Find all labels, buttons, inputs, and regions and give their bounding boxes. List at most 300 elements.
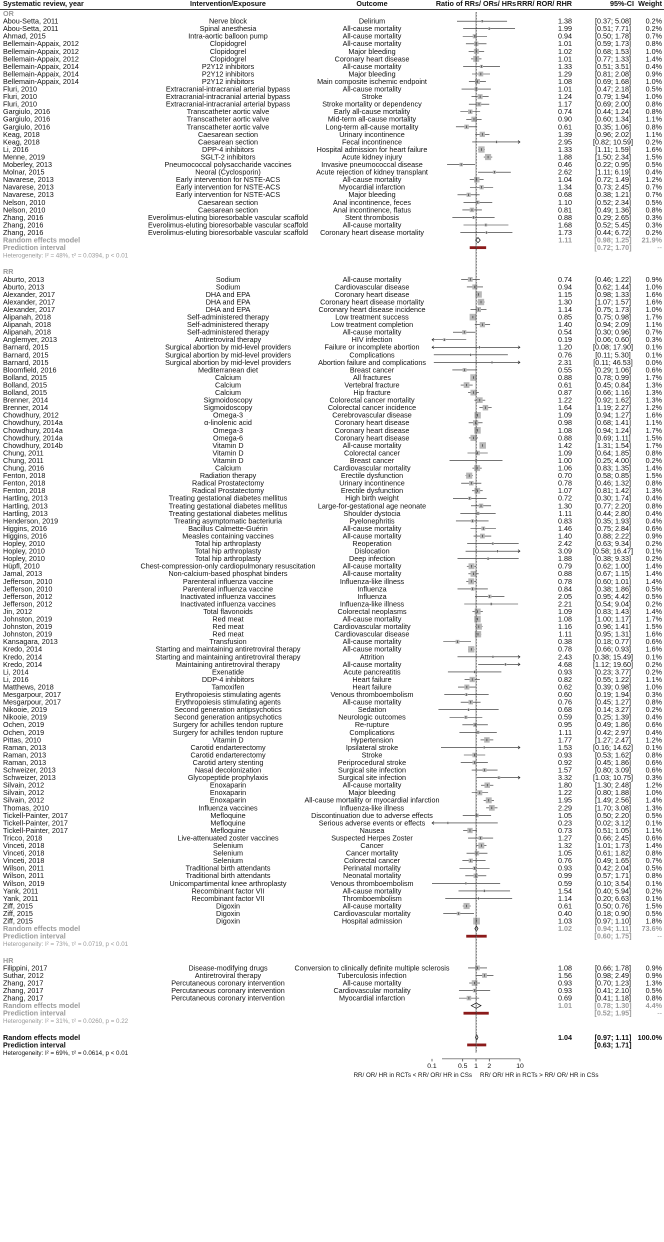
row-rr-12-ci: [0.29; 1.06] (595, 365, 631, 375)
row-rr-58-intervention: Second generation antipsychotics (174, 712, 282, 722)
row-rr-72-weight: 0.1% (645, 818, 662, 828)
row-rr-51-outcome: All-cause mortality (342, 659, 402, 669)
row-hr-3-ratio: 0.93 (558, 985, 572, 995)
row-rr-44-weight: 1.4% (645, 606, 662, 616)
row-or-8-study: Bellemain-Appaix, 2014 (3, 76, 79, 86)
row-rr-76-study: Vinceti, 2018 (3, 848, 45, 858)
row-rr-28-ci: [0.81; 1.42] (595, 486, 631, 496)
row-rr-22-weight: 1.7% (645, 440, 662, 450)
row-rr-30-study: Hartling, 2013 (3, 501, 48, 511)
row-rr-33-intervention: Bacillus Calmette-Guérin (188, 523, 268, 533)
row-or-13-ratio: 0.90 (558, 114, 572, 124)
row-or-6-outcome: All-cause mortality (342, 61, 402, 71)
row-rr-25-weight: 1.4% (645, 463, 662, 473)
row-or-26-outcome: Stent thrombosis (345, 212, 399, 222)
row-or-1-ratio: 1.99 (558, 24, 572, 34)
row-rr-27-study: Fenton, 2018 (3, 478, 46, 488)
row-or-18-ci: [1.50; 2.34] (595, 152, 631, 162)
row-or-25-intervention: Caesarean section (198, 205, 258, 215)
row-or-22-weight: 0.7% (645, 182, 662, 192)
row-rr-27-weight: 0.8% (645, 478, 662, 488)
row-rr-53-weight: 1.1% (645, 674, 662, 684)
row-rr-41-outcome: Influenza (357, 584, 387, 594)
row-or-9-ratio: 1.01 (558, 84, 572, 94)
row-or-28-outcome: Coronary heart disease mortality (320, 227, 424, 237)
row-rr-49-ratio: 0.78 (558, 644, 572, 654)
row-rr-64-intervention: Carotid artery stenting (192, 757, 264, 767)
row-or-15-intervention: Caesarean section (198, 129, 258, 139)
row-rr-72-ratio: 0.23 (558, 818, 572, 828)
row-rr-59-intervention: Surgery for achilles tendon rupture (172, 720, 284, 730)
row-rr-34-intervention: Measles containing vaccines (182, 531, 274, 541)
row-rr-24-outcome: Breast cancer (349, 455, 395, 465)
row-rr-49-study: Kredo, 2014 (3, 644, 43, 654)
row-or-24-weight: 0.5% (645, 197, 662, 207)
row-rr-10-ci: [0.11; 5.30] (595, 350, 631, 360)
row-rr-48-study: Kansagara, 2013 (3, 637, 58, 647)
row-rr-21-weight: 1.5% (645, 433, 662, 443)
row-rr-69-weight: 1.4% (645, 795, 662, 805)
row-rr-79-study: Wilson, 2011 (3, 871, 45, 881)
row-rr-17-study: Brenner, 2014 (3, 403, 49, 413)
row-rr-29-ratio: 0.72 (558, 493, 572, 503)
row-rr-57-ratio: 0.68 (558, 705, 572, 715)
row-rr-3-ci: [1.07; 1.57] (595, 297, 631, 307)
row-rr-59-study: Ochen, 2019 (3, 720, 45, 730)
row-rr-63-ci: [0.53; 1.62] (595, 750, 631, 760)
row-rr-73-outcome: Nausea (359, 825, 385, 835)
row-hr-2-study: Zhang, 2017 (3, 978, 44, 988)
row-hr-3-outcome: Cardiovascular mortality (333, 985, 411, 995)
row-or-24-outcome: Anal incontinence, feces (333, 197, 411, 207)
row-rr-37-study: Hopley, 2010 (3, 554, 45, 564)
row-rr-8-study: Anglemyer, 2013 (3, 335, 57, 345)
row-rr-13-ratio: 0.88 (558, 372, 572, 382)
row-rr-79-intervention: Traditional birth attendants (185, 871, 271, 881)
row-rr-30-ratio: 1.30 (558, 501, 572, 511)
row-or-0-study: Abou-Setta, 2011 (3, 16, 59, 26)
row-or-24-ratio: 1.10 (558, 197, 572, 207)
row-rr-14-weight: 1.3% (645, 380, 662, 390)
group-hr-random-effects-ratio: 1.01 (558, 1001, 572, 1011)
row-rr-54-weight: 1.0% (645, 682, 662, 692)
row-rr-10-intervention: Surgical abortion by mid-level providers (165, 350, 291, 360)
row-rr-23-outcome: Colorectal cancer (344, 448, 400, 458)
row-rr-61-ci: [1.27; 2.47] (595, 735, 631, 745)
row-rr-10-ratio: 0.76 (558, 350, 572, 360)
group-hr-prediction-label: Prediction interval (3, 1008, 66, 1018)
row-or-14-outcome: Long-term all-cause mortality (325, 122, 419, 132)
row-rr-12-weight: 0.6% (645, 365, 662, 375)
row-rr-65-ratio: 1.57 (558, 765, 572, 775)
row-or-7-weight: 0.9% (645, 69, 662, 79)
row-rr-48-weight: 0.6% (645, 637, 662, 647)
row-rr-26-ratio: 0.70 (558, 471, 572, 481)
row-rr-62-ratio: 1.53 (558, 742, 572, 752)
row-or-25-outcome: Anal incontinence, flatus (333, 205, 411, 215)
row-or-11-ratio: 1.17 (558, 99, 572, 109)
row-or-4-weight: 1.0% (645, 46, 662, 56)
row-or-16-intervention: Caesarean section (198, 137, 258, 147)
row-rr-21-outcome: Coronary heart disease (334, 433, 410, 443)
row-rr-26-intervention: Radiation therapy (199, 471, 257, 481)
row-or-8-ratio: 1.08 (558, 76, 572, 86)
row-hr-0-ratio: 1.08 (558, 963, 572, 973)
row-or-24-intervention: Caesarean section (198, 197, 258, 207)
row-or-19-weight: 0.5% (645, 160, 662, 169)
row-rr-6-study: Alipanah, 2018 (3, 320, 51, 330)
row-rr-40-ci: [0.60; 1.01] (595, 576, 631, 586)
overall-random-effects-ci: [0.97; 1.11] (594, 1032, 632, 1042)
row-or-3-weight: 0.8% (645, 39, 662, 49)
row-rr-67-study: Silvain, 2012 (3, 780, 45, 790)
row-rr-76-ci: [0.61; 1.82] (595, 848, 631, 858)
row-rr-13-weight: 1.7% (645, 372, 662, 382)
row-rr-75-ci: [1.01; 1.73] (595, 841, 631, 851)
row-rr-44-outcome: Colorectal neoplasms (337, 606, 407, 616)
row-rr-47-intervention: Red meat (212, 629, 244, 639)
row-rr-21-study: Chowdhury, 2014a (3, 433, 63, 443)
row-rr-70-weight: 1.3% (645, 803, 662, 813)
row-or-1-outcome: All-cause mortality (342, 24, 402, 34)
row-or-23-weight: 0.7% (645, 190, 662, 200)
row-rr-50-outcome: Attrition (359, 652, 385, 662)
row-or-26-study: Zhang, 2016 (3, 212, 44, 222)
row-rr-83-ratio: 0.61 (558, 901, 572, 911)
row-rr-55-ratio: 0.60 (558, 690, 572, 700)
row-rr-66-weight: 0.3% (645, 773, 662, 783)
row-rr-35-ratio: 2.42 (558, 539, 572, 549)
row-rr-15-study: Bolland, 2015 (3, 388, 47, 398)
row-rr-8-ci: [0.06; 0.60] (595, 335, 631, 345)
row-rr-40-study: Jefferson, 2010 (3, 576, 53, 586)
group-or-prediction-bar (470, 246, 486, 249)
row-rr-19-weight: 1.1% (645, 418, 662, 428)
header-ratio: RRR/ ROR/ RHR (516, 0, 572, 8)
row-rr-6-ci: [0.94; 2.09] (595, 320, 631, 330)
row-rr-79-ratio: 0.99 (558, 871, 572, 881)
row-rr-37-outcome: Deep infection (349, 554, 395, 564)
row-rr-22-intervention: Vitamin D (212, 440, 244, 450)
x-axis-label-right: RR/ OR/ HR in RCTs > RR/ OR/ HR in CSs (480, 1071, 599, 1079)
row-rr-79-weight: 0.8% (645, 871, 662, 881)
row-rr-36-intervention: Total hip arthroplasty (194, 546, 262, 556)
row-rr-22-ci: [1.31; 1.54] (595, 440, 631, 450)
row-rr-77-ci: [0.49; 1.65] (595, 856, 631, 866)
row-rr-76-intervention: Selenium (213, 848, 243, 858)
row-or-9-ci: [0.47; 2.18] (595, 84, 631, 94)
row-rr-1-intervention: Sodium (215, 282, 241, 292)
row-rr-83-ci: [0.50; 0.76] (595, 901, 631, 911)
row-rr-74-weight: 0.6% (645, 833, 662, 843)
row-rr-64-ratio: 0.92 (558, 757, 572, 767)
row-rr-81-study: Yank, 2011 (3, 886, 39, 896)
row-rr-4-ratio: 1.14 (558, 304, 572, 314)
row-rr-30-intervention: Treating gestational diabetes mellitus (168, 501, 288, 511)
row-or-16-outcome: Fecal incontinence (342, 137, 402, 147)
row-rr-13-outcome: All fractures (353, 372, 391, 382)
row-rr-15-intervention: Calcium (215, 388, 241, 398)
row-or-10-study: Fluri, 2010 (3, 92, 37, 102)
row-rr-18-intervention: Omega-3 (213, 410, 243, 420)
row-rr-44-intervention: Total flavonoids (203, 606, 253, 616)
row-rr-62-ci: [0.16; 14.62] (593, 742, 633, 752)
row-rr-32-ratio: 0.83 (558, 516, 572, 526)
row-rr-57-outcome: Sedation (357, 705, 387, 715)
row-rr-63-ratio: 0.93 (558, 750, 572, 760)
row-rr-22-study: Chowdhury, 2014b (3, 440, 63, 450)
row-rr-35-ci: [0.63; 9.34] (595, 539, 631, 549)
group-rr-random-effects-ratio: 1.02 (558, 924, 572, 934)
row-or-22-outcome: Myocardial infarction (339, 182, 405, 192)
row-rr-25-outcome: Cardiovascular mortality (333, 463, 411, 473)
row-hr-0-intervention: Disease-modifying drugs (188, 963, 268, 973)
row-rr-51-weight: 0.2% (645, 659, 662, 669)
group-or-prediction-weight: -- (657, 243, 662, 253)
row-rr-28-study: Fenton, 2018 (3, 486, 46, 496)
group-hr-random-effects-weight: 4.4% (645, 1001, 662, 1011)
x-tick-label-1: 0.5 (458, 1062, 468, 1070)
row-hr-0-ci: [0.66; 1.78] (595, 963, 631, 973)
row-rr-66-intervention: Glycopeptide prophylaxis (187, 773, 269, 783)
row-rr-1-weight: 1.0% (645, 282, 662, 292)
row-rr-37-ci: [0.38; 9.33] (595, 554, 631, 564)
group-hr-prediction-ci: [0.52; 1.95] (594, 1008, 632, 1018)
row-rr-17-ratio: 1.64 (558, 403, 572, 413)
row-or-5-weight: 1.4% (645, 54, 662, 64)
row-rr-8-ratio: 0.19 (558, 335, 572, 345)
row-rr-52-weight: 0.2% (645, 667, 662, 677)
row-rr-25-study: Chung, 2016 (3, 463, 45, 473)
row-rr-46-study: Johnston, 2019 (3, 622, 53, 632)
row-rr-75-weight: 1.4% (645, 841, 662, 851)
row-or-4-intervention: Clopidogrel (209, 46, 247, 56)
row-rr-33-study: Higgins, 2016 (3, 523, 47, 533)
row-rr-8-weight: 0.3% (645, 335, 662, 345)
row-or-12-study: Gargiulo, 2016 (3, 107, 51, 117)
row-rr-3-ratio: 1.30 (558, 297, 572, 307)
row-or-13-ci: [0.60; 1.34] (595, 114, 631, 124)
row-rr-9-study: Barnard, 2015 (3, 342, 49, 352)
row-rr-84-outcome: Cardiovascular mortality (333, 908, 411, 918)
row-rr-72-intervention: Mefloquine (210, 818, 246, 828)
row-rr-85-ci: [0.97; 1.10] (595, 916, 631, 926)
row-or-26-weight: 0.3% (645, 212, 662, 222)
row-rr-80-intervention: Unicompartimental knee arthroplasty (169, 878, 287, 888)
row-rr-74-ci: [0.66; 2.45] (595, 833, 631, 843)
row-rr-43-outcome: Influenza-like illness (339, 599, 405, 609)
row-rr-63-weight: 0.8% (645, 750, 662, 760)
row-rr-58-outcome: Neurologic outcomes (338, 712, 406, 722)
row-or-5-intervention: Clopidogrel (209, 54, 247, 64)
row-rr-12-outcome: Breast cancer (349, 365, 395, 375)
row-rr-74-ratio: 1.27 (558, 833, 572, 843)
row-rr-47-weight: 1.6% (645, 629, 662, 639)
row-rr-19-ci: [0.68; 1.41] (595, 418, 631, 428)
row-rr-19-ratio: 0.98 (558, 418, 572, 428)
row-or-23-ci: [0.38; 1.21] (595, 190, 631, 200)
row-or-5-ratio: 1.01 (558, 54, 572, 64)
row-or-0-intervention: Nerve block (209, 16, 247, 26)
row-rr-25-ci: [0.83; 1.35] (595, 463, 631, 473)
row-or-9-study: Fluri, 2010 (3, 84, 37, 94)
row-rr-67-ratio: 1.80 (558, 780, 572, 790)
row-rr-10-weight: 0.1% (645, 350, 662, 360)
row-rr-34-outcome: All-cause mortality (342, 531, 402, 541)
row-rr-32-weight: 0.4% (645, 516, 662, 526)
group-rr-random-effects-weight: 73.6% (641, 924, 662, 934)
overall-heterogeneity: Heterogeneity: I² = 69%, τ² = 0.0614, p < 0.01 (3, 1049, 129, 1057)
row-or-23-intervention: Early intervention for NSTE-ACS (175, 190, 281, 200)
row-hr-4-study: Zhang, 2017 (3, 993, 44, 1003)
row-rr-11-ci: [0.11; 46.53] (593, 357, 633, 367)
row-or-1-study: Abou-Setta, 2011 (3, 24, 59, 34)
row-rr-61-ratio: 1.77 (558, 735, 572, 745)
x-tick-label-4: 10 (516, 1062, 524, 1070)
row-rr-55-study: Mesgarpour, 2017 (3, 690, 61, 700)
row-rr-55-intervention: Erythropoiesis stimulating agents (175, 690, 281, 700)
group-or-prediction-label: Prediction interval (3, 243, 66, 253)
row-rr-59-ci: [0.49; 1.86] (595, 720, 631, 730)
group-hr-prediction-weight: -- (657, 1008, 662, 1018)
row-or-0-weight: 0.2% (645, 16, 662, 26)
row-rr-82-study: Yank, 2011 (3, 893, 39, 903)
row-rr-45-ci: [1.00; 1.17] (595, 614, 631, 624)
row-rr-7-outcome: All-cause mortality (342, 327, 402, 337)
row-or-15-study: Keag, 2018 (3, 129, 40, 139)
group-or-label: OR (3, 9, 14, 18)
row-rr-26-ci: [0.58; 0.85] (595, 471, 631, 481)
row-or-28-ratio: 1.73 (558, 227, 572, 237)
row-rr-74-outcome: Suspected Herpes Zoster (331, 833, 413, 843)
row-rr-45-weight: 1.7% (645, 614, 662, 624)
row-or-10-outcome: Stroke (361, 92, 383, 102)
row-rr-70-intervention: Influenza vaccines (198, 803, 258, 813)
row-or-18-study: Menne, 2019 (3, 152, 45, 162)
row-or-3-outcome: All-cause mortality (342, 39, 402, 49)
row-rr-37-ratio: 1.88 (558, 554, 572, 564)
row-rr-42-intervention: Inactivated influenza vaccines (180, 591, 276, 601)
row-or-18-ratio: 1.88 (558, 152, 572, 162)
row-rr-53-intervention: DDP-4 inhibitors (201, 674, 255, 684)
row-rr-64-weight: 0.6% (645, 757, 662, 767)
row-hr-2-weight: 1.3% (645, 978, 662, 988)
row-rr-68-study: Silvain, 2012 (3, 788, 45, 798)
row-rr-4-study: Alexander, 2017 (3, 304, 55, 314)
row-rr-15-ci: [0.66; 1.16] (595, 388, 631, 398)
row-rr-71-ci: [0.50; 2.20] (595, 810, 631, 820)
row-rr-32-ci: [0.35; 1.93] (595, 516, 631, 526)
row-rr-14-ratio: 0.61 (558, 380, 572, 390)
row-rr-17-outcome: Colorectal cancer incidence (327, 403, 417, 413)
row-or-13-outcome: Mid-term all-cause mortality (327, 114, 417, 124)
row-rr-0-ci: [0.46; 1.22] (595, 274, 631, 284)
row-rr-42-weight: 0.5% (645, 591, 662, 601)
row-or-8-weight: 1.0% (645, 76, 662, 86)
row-rr-51-ci: [1.12; 19.60] (593, 659, 633, 669)
row-rr-39-weight: 1.4% (645, 569, 662, 579)
row-or-13-weight: 1.1% (645, 114, 662, 124)
row-or-28-intervention: Everolimus-eluting bioresorbable vascular scaffold (147, 227, 309, 237)
row-or-4-ci: [0.68; 1.53] (595, 46, 631, 56)
row-rr-19-intervention: α-linolenic acid (204, 418, 252, 428)
header-ci: 95%-CI (610, 0, 634, 8)
row-rr-8-outcome: HIV infection (351, 335, 393, 345)
row-or-3-intervention: Clopidogrel (209, 39, 247, 49)
group-rr-prediction-bar (466, 935, 486, 938)
row-or-23-study: Navarese, 2013 (3, 190, 54, 200)
row-or-6-ci: [0.51; 3.51] (595, 61, 631, 71)
row-rr-81-weight: 0.2% (645, 886, 662, 896)
row-rr-46-outcome: Cardiovascular mortality (333, 622, 411, 632)
row-hr-1-outcome: Tuberculosis infection (337, 970, 407, 980)
row-rr-39-ratio: 0.88 (558, 569, 572, 579)
row-rr-67-intervention: Enoxaparin (209, 780, 247, 790)
row-rr-58-ratio: 0.59 (558, 712, 572, 722)
row-or-16-ratio: 2.95 (558, 137, 572, 147)
row-rr-4-weight: 1.0% (645, 304, 662, 314)
row-rr-34-weight: 0.9% (645, 531, 662, 541)
row-rr-40-intervention: Parenteral influenza vaccine (182, 576, 274, 586)
row-rr-41-ratio: 0.84 (558, 584, 572, 594)
row-rr-38-intervention: Chest-compression-only cardiopulmonary resuscitation (140, 561, 316, 571)
row-rr-60-weight: 0.4% (645, 727, 662, 737)
row-rr-11-study: Barnard, 2015 (3, 357, 49, 367)
row-rr-26-study: Fenton, 2018 (3, 471, 46, 481)
row-or-5-outcome: Coronary heart disease (334, 54, 410, 64)
group-hr-heterogeneity: Heterogeneity: I² = 31%, τ² = 0.0260, p = 0.22 (3, 1018, 129, 1026)
row-or-20-ratio: 2.62 (558, 167, 572, 177)
row-rr-68-intervention: Enoxaparin (209, 788, 247, 798)
row-rr-54-ratio: 0.62 (558, 682, 572, 692)
row-rr-71-outcome: Discontinuation due to adverse effects (311, 810, 433, 820)
row-or-27-ci: [0.52; 5.45] (595, 220, 631, 230)
row-or-18-weight: 1.5% (645, 152, 662, 162)
row-rr-12-intervention: Mediterranean diet (198, 365, 258, 375)
row-rr-82-weight: 0.1% (645, 893, 662, 903)
row-or-8-intervention: P2Y12 inhibitors (201, 76, 255, 86)
row-or-15-weight: 1.1% (645, 129, 662, 139)
row-rr-39-study: Jamal, 2013 (3, 569, 43, 579)
row-or-2-ratio: 0.94 (558, 31, 572, 41)
row-rr-7-ratio: 0.54 (558, 327, 572, 337)
row-rr-29-intervention: Treating gestational diabetes mellitus (168, 493, 288, 503)
row-rr-30-ci: [0.77; 2.20] (595, 501, 631, 511)
row-rr-18-ci: [0.94; 1.27] (595, 410, 631, 420)
row-hr-4-outcome: Myocardial infarction (339, 993, 405, 1003)
row-rr-62-study: Raman, 2013 (3, 742, 47, 752)
row-or-12-outcome: Early all-cause mortality (333, 107, 411, 117)
group-rr-heterogeneity: Heterogeneity: I² = 73%, τ² = 0.0719, p < 0.01 (3, 941, 129, 949)
row-rr-53-ratio: 0.82 (558, 674, 572, 684)
row-or-23-ratio: 0.68 (558, 190, 572, 200)
row-rr-83-weight: 1.5% (645, 901, 662, 911)
row-rr-70-ratio: 2.29 (558, 803, 572, 813)
row-or-14-intervention: Transcatheter aortic valve (186, 122, 270, 132)
row-rr-1-outcome: Cardiovascular disease (334, 282, 410, 292)
row-or-28-study: Zhang, 2016 (3, 227, 44, 237)
row-or-6-study: Bellemain-Appaix, 2014 (3, 61, 79, 71)
row-rr-33-weight: 0.6% (645, 523, 662, 533)
row-or-26-ratio: 0.88 (558, 212, 572, 222)
group-rr-prediction-weight: -- (657, 931, 662, 941)
row-rr-7-ci: [0.30; 0.96] (595, 327, 631, 337)
row-rr-5-ratio: 0.85 (558, 312, 572, 322)
row-rr-68-ci: [0.80; 1.88] (595, 788, 631, 798)
row-hr-1-ci: [0.98; 2.49] (595, 970, 631, 980)
header-outcome: Outcome (356, 0, 388, 8)
row-hr-3-weight: 0.5% (645, 985, 662, 995)
